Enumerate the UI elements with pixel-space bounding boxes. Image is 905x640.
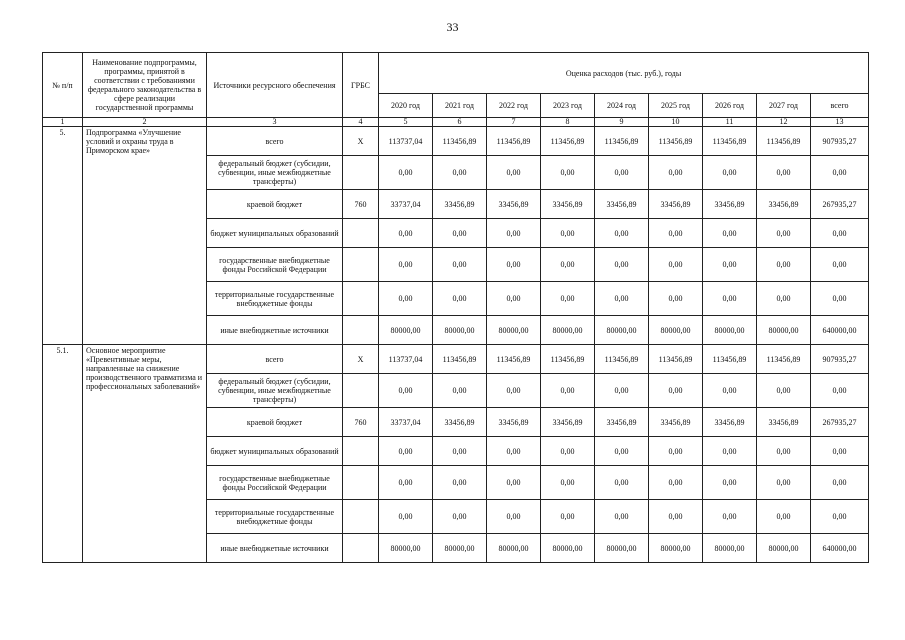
funding-source: территориальные государственные внебюджетные фонды [207, 500, 343, 534]
column-number: 6 [433, 118, 487, 127]
total-value: 0,00 [811, 500, 869, 534]
year-value: 33456,89 [433, 408, 487, 437]
year-value: 113456,89 [487, 127, 541, 156]
column-number: 1 [43, 118, 83, 127]
section-name: Подпрограмма «Улучшение условий и охраны труда в Приморском крае» [83, 127, 207, 345]
total-value: 907935,27 [811, 127, 869, 156]
year-value: 0,00 [433, 466, 487, 500]
header-grbs: ГРБС [343, 53, 379, 118]
column-number: 10 [649, 118, 703, 127]
header-sources: Источники ресурсного обеспечения [207, 53, 343, 118]
year-value: 80000,00 [433, 534, 487, 563]
year-value: 0,00 [541, 466, 595, 500]
funding-source: территориальные государственные внебюджетные фонды [207, 282, 343, 316]
funding-source: иные внебюджетные источники [207, 534, 343, 563]
year-value: 0,00 [595, 219, 649, 248]
header-no: № п/п [43, 53, 83, 118]
grbs-code [343, 374, 379, 408]
total-value: 0,00 [811, 248, 869, 282]
total-value: 0,00 [811, 466, 869, 500]
funding-source: краевой бюджет [207, 190, 343, 219]
year-value: 0,00 [649, 500, 703, 534]
funding-source: федеральный бюджет (субсидии, субвенции, иные межбюджетные трансферты) [207, 374, 343, 408]
year-value: 0,00 [433, 219, 487, 248]
year-value: 33456,89 [757, 190, 811, 219]
header-total: всего [811, 94, 869, 118]
column-number: 13 [811, 118, 869, 127]
year-value: 0,00 [757, 156, 811, 190]
year-value: 0,00 [487, 374, 541, 408]
year-value: 0,00 [703, 437, 757, 466]
year-value: 0,00 [487, 248, 541, 282]
year-value: 0,00 [433, 374, 487, 408]
column-number: 12 [757, 118, 811, 127]
year-value: 80000,00 [433, 316, 487, 345]
year-value: 113456,89 [649, 127, 703, 156]
year-value: 113456,89 [703, 127, 757, 156]
year-value: 80000,00 [595, 534, 649, 563]
column-number: 4 [343, 118, 379, 127]
year-value: 0,00 [595, 156, 649, 190]
grbs-code: Х [343, 345, 379, 374]
total-value: 0,00 [811, 156, 869, 190]
year-value: 113456,89 [433, 127, 487, 156]
year-value: 0,00 [541, 248, 595, 282]
year-value: 80000,00 [649, 316, 703, 345]
year-value: 80000,00 [379, 534, 433, 563]
year-value: 0,00 [379, 500, 433, 534]
year-value: 80000,00 [379, 316, 433, 345]
funding-source: краевой бюджет [207, 408, 343, 437]
year-value: 0,00 [595, 466, 649, 500]
total-value: 267935,27 [811, 408, 869, 437]
header-year: 2021 год [433, 94, 487, 118]
year-value: 33737,04 [379, 408, 433, 437]
year-value: 113456,89 [433, 345, 487, 374]
column-number: 11 [703, 118, 757, 127]
table-row [43, 127, 869, 156]
year-value: 113456,89 [757, 345, 811, 374]
page-number: 33 [446, 20, 459, 34]
header-year: 2024 год [595, 94, 649, 118]
year-value: 33456,89 [487, 190, 541, 219]
funding-source: иные внебюджетные источники [207, 316, 343, 345]
year-value: 0,00 [487, 156, 541, 190]
year-value: 113456,89 [649, 345, 703, 374]
grbs-code: 760 [343, 408, 379, 437]
column-number: 7 [487, 118, 541, 127]
funding-source: бюджет муниципальных образований [207, 437, 343, 466]
year-value: 0,00 [379, 282, 433, 316]
total-value: 640000,00 [811, 534, 869, 563]
total-value: 0,00 [811, 374, 869, 408]
year-value: 0,00 [757, 374, 811, 408]
year-value: 80000,00 [541, 534, 595, 563]
total-value: 0,00 [811, 219, 869, 248]
total-value: 267935,27 [811, 190, 869, 219]
year-value: 0,00 [703, 466, 757, 500]
section-number: 5. [43, 127, 83, 345]
year-value: 33456,89 [595, 190, 649, 219]
year-value: 0,00 [703, 282, 757, 316]
funding-source: государственные внебюджетные фонды Российской Федерации [207, 248, 343, 282]
year-value: 0,00 [757, 500, 811, 534]
year-value: 80000,00 [757, 534, 811, 563]
grbs-code: 760 [343, 190, 379, 219]
year-value: 0,00 [595, 248, 649, 282]
year-value: 33456,89 [703, 408, 757, 437]
year-value: 0,00 [595, 437, 649, 466]
year-value: 0,00 [649, 282, 703, 316]
year-value: 80000,00 [541, 316, 595, 345]
year-value: 33456,89 [649, 190, 703, 219]
funding-source: федеральный бюджет (субсидии, субвенции, иные межбюджетные трансферты) [207, 156, 343, 190]
grbs-code [343, 437, 379, 466]
year-value: 0,00 [649, 219, 703, 248]
header-year: 2022 год [487, 94, 541, 118]
funding-source: государственные внебюджетные фонды Российской Федерации [207, 466, 343, 500]
year-value: 33456,89 [433, 190, 487, 219]
header-year: 2020 год [379, 94, 433, 118]
year-value: 0,00 [541, 219, 595, 248]
year-value: 0,00 [379, 219, 433, 248]
year-value: 113737,04 [379, 345, 433, 374]
total-value: 0,00 [811, 282, 869, 316]
funding-source: бюджет муниципальных образований [207, 219, 343, 248]
year-value: 0,00 [379, 374, 433, 408]
grbs-code [343, 248, 379, 282]
year-value: 0,00 [487, 500, 541, 534]
header-year: 2027 год [757, 94, 811, 118]
budget-table [42, 52, 869, 563]
year-value: 0,00 [487, 437, 541, 466]
year-value: 0,00 [433, 248, 487, 282]
year-value: 0,00 [595, 374, 649, 408]
year-value: 113456,89 [757, 127, 811, 156]
year-value: 0,00 [703, 374, 757, 408]
year-value: 113456,89 [487, 345, 541, 374]
year-value: 33456,89 [541, 408, 595, 437]
year-value: 33456,89 [649, 408, 703, 437]
header-year: 2025 год [649, 94, 703, 118]
grbs-code: Х [343, 127, 379, 156]
year-value: 33456,89 [757, 408, 811, 437]
year-value: 0,00 [649, 466, 703, 500]
year-value: 0,00 [433, 437, 487, 466]
year-value: 80000,00 [595, 316, 649, 345]
year-value: 113456,89 [595, 345, 649, 374]
year-value: 0,00 [703, 248, 757, 282]
year-value: 0,00 [703, 156, 757, 190]
grbs-code [343, 466, 379, 500]
table-row [43, 345, 869, 374]
section-number: 5.1. [43, 345, 83, 563]
year-value: 113456,89 [541, 127, 595, 156]
year-value: 0,00 [379, 156, 433, 190]
total-value: 0,00 [811, 437, 869, 466]
year-value: 0,00 [487, 282, 541, 316]
year-value: 80000,00 [757, 316, 811, 345]
year-value: 0,00 [757, 466, 811, 500]
year-value: 113456,89 [541, 345, 595, 374]
total-value: 907935,27 [811, 345, 869, 374]
year-value: 0,00 [703, 500, 757, 534]
year-value: 0,00 [541, 374, 595, 408]
section-name: Основное мероприятие «Превентивные меры, направленные на снижение производственного травматизма и профессиональных заболеваний» [83, 345, 207, 563]
year-value: 0,00 [757, 219, 811, 248]
grbs-code [343, 534, 379, 563]
year-value: 0,00 [595, 282, 649, 316]
header-year: 2026 год [703, 94, 757, 118]
year-value: 33737,04 [379, 190, 433, 219]
grbs-code [343, 316, 379, 345]
header-year: 2023 год [541, 94, 595, 118]
funding-source: всего [207, 127, 343, 156]
year-value: 0,00 [379, 248, 433, 282]
year-value: 0,00 [649, 374, 703, 408]
year-value: 113737,04 [379, 127, 433, 156]
year-value: 0,00 [649, 248, 703, 282]
column-number: 5 [379, 118, 433, 127]
year-value: 0,00 [757, 248, 811, 282]
grbs-code [343, 500, 379, 534]
year-value: 0,00 [487, 219, 541, 248]
year-value: 0,00 [487, 466, 541, 500]
year-value: 113456,89 [703, 345, 757, 374]
year-value: 33456,89 [541, 190, 595, 219]
year-value: 80000,00 [487, 534, 541, 563]
year-value: 80000,00 [703, 534, 757, 563]
grbs-code [343, 156, 379, 190]
year-value: 0,00 [541, 500, 595, 534]
year-value: 33456,89 [595, 408, 649, 437]
year-value: 0,00 [541, 437, 595, 466]
year-value: 0,00 [703, 219, 757, 248]
year-value: 0,00 [379, 466, 433, 500]
year-value: 80000,00 [487, 316, 541, 345]
year-value: 0,00 [433, 500, 487, 534]
column-number: 9 [595, 118, 649, 127]
year-value: 0,00 [541, 282, 595, 316]
funding-source: всего [207, 345, 343, 374]
total-value: 640000,00 [811, 316, 869, 345]
year-value: 0,00 [649, 156, 703, 190]
year-value: 113456,89 [595, 127, 649, 156]
year-value: 80000,00 [703, 316, 757, 345]
year-value: 0,00 [433, 156, 487, 190]
year-value: 80000,00 [649, 534, 703, 563]
year-value: 0,00 [595, 500, 649, 534]
year-value: 0,00 [757, 437, 811, 466]
year-value: 0,00 [541, 156, 595, 190]
year-value: 33456,89 [703, 190, 757, 219]
grbs-code [343, 282, 379, 316]
column-number: 8 [541, 118, 595, 127]
column-number: 2 [83, 118, 207, 127]
column-number: 3 [207, 118, 343, 127]
year-value: 0,00 [649, 437, 703, 466]
year-value: 0,00 [757, 282, 811, 316]
year-value: 0,00 [433, 282, 487, 316]
grbs-code [343, 219, 379, 248]
header-name: Наименование подпрограммы, программы, принятой в соответствии с требованиями федерального законодательства в сфере реализации государственной программы [83, 53, 207, 118]
year-value: 0,00 [379, 437, 433, 466]
year-value: 33456,89 [487, 408, 541, 437]
table-body [43, 127, 869, 563]
header-estimate: Оценка расходов (тыс. руб.), годы [379, 53, 869, 94]
